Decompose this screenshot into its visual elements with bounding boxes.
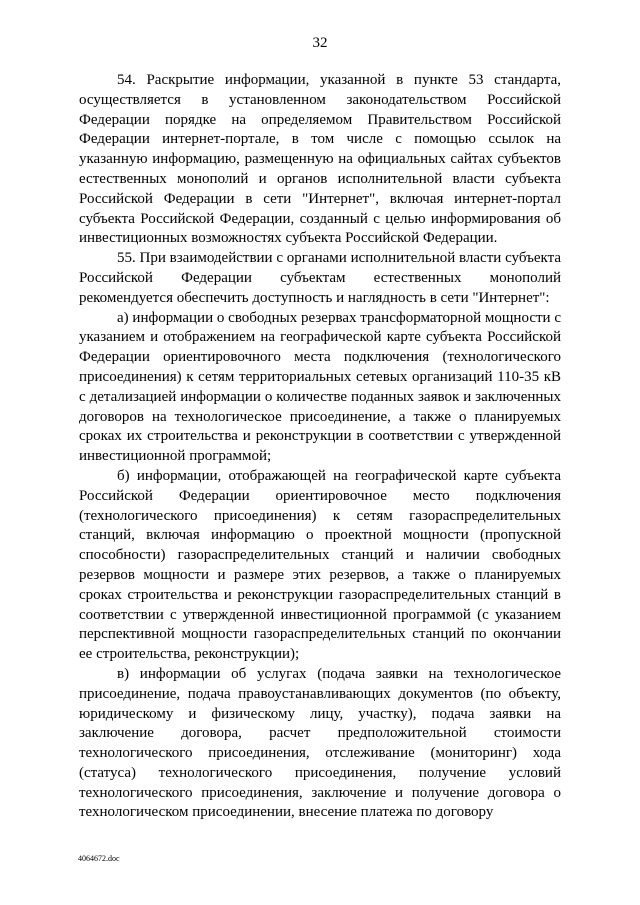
paragraph-55: 55. При взаимодействии с органами исполнительной власти субъекта Российской Федерации субъектам естественных монополий рекомендуется обеспечить доступность и наглядность в сети "Интернет": xyxy=(79,250,561,306)
paragraph-55-a: а) информации о свободных резервах трансформаторной мощности с указанием и отображением на географической карте субъекта Российской Федерации ориентировочного места подключения (технологического присоединения) к сетям территориальных сетевых организаций 110-35 кВ с детализацией информации о количестве поданных заявок и заключенных договоров на технологическое присоединение, а также о планируемых сроках их строительства и реконструкции в соответствии с утвержденной инвестиционной программой; xyxy=(79,309,561,465)
footer-filename: 4064672.doc xyxy=(78,854,120,863)
document-body xyxy=(79,71,561,823)
paragraph-54: 54. Раскрытие информации, указанной в пункте 53 стандарта, осуществляется в установленном законодательством Российской Федерации порядке на определяемом Правительством Российской Федерации интернет-портале, в том числе с помощью ссылок на указанную информацию, размещенную на официальных сайтах субъектов естественных монополий и органов исполнительной власти субъекта Российской Федерации в сети "Интернет", включая интернет-портал субъекта Российской Федерации, созданный с целью информирования об инвестиционных возможностях субъекта Российской Федерации. xyxy=(79,72,561,247)
paragraph-55-b: б) информации, отображающей на географической карте субъекта Российской Федерации ориентировочное место подключения (технологического присоединения) к сетям газораспределительных станций, включая информацию о проектной мощности (пропускной способности) газораспределительных станций и наличии свободных резервов мощности и размере этих резервов, а также о планируемых сроках строительства и реконструкции газораспределительных станций в соответствии с утвержденной инвестиционной программой (с указанием перспективной мощности газораспределительных станций по окончании ее строительства, реконструкции); xyxy=(79,467,561,663)
paragraph-55-v: в) информации об услугах (подача заявки на технологическое присоединение, подача правоустанавливающих документов (по объекту, юридическому и физическому лицу, участку), подача заявки на заключение договора, расчет предположительной стоимости технологического присоединения, отслеживание (мониторинг) хода (статуса) технологического присоединения, получение условий технологического присоединения, заключение и получение договора о технологическом присоединении, внесение платежа по договору xyxy=(79,665,561,821)
page-number: 32 xyxy=(312,35,328,51)
